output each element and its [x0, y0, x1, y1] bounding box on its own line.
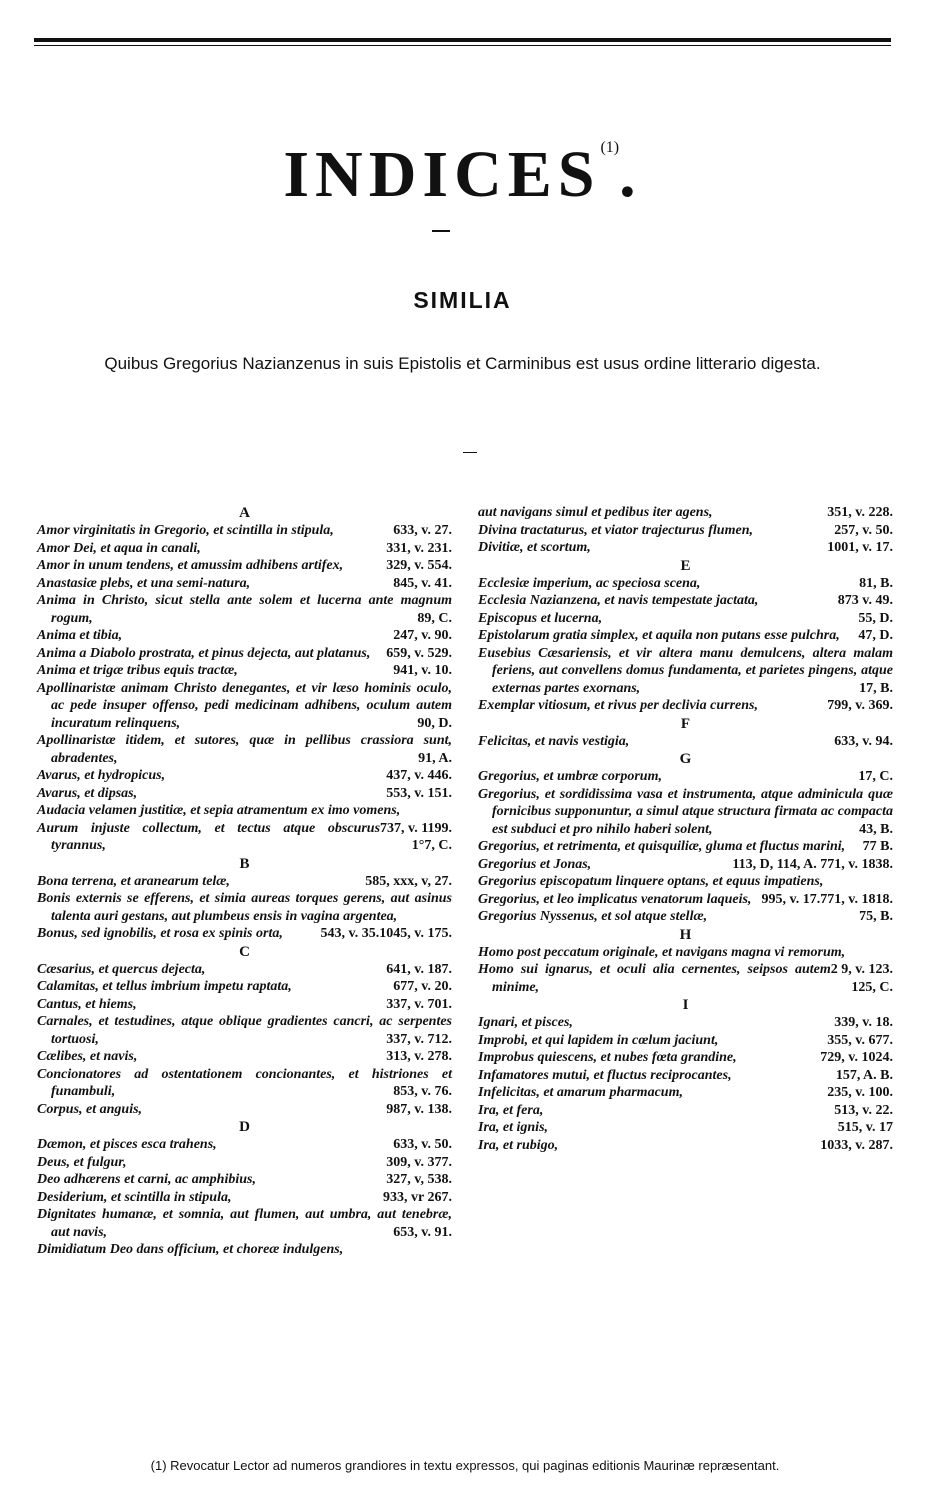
letter-heading: B	[239, 855, 250, 872]
entry-reference: 1033, v. 287.	[820, 1137, 893, 1153]
entry-reference: 995, v. 17.	[761, 891, 821, 907]
entry-text: Ecclesiæ imperium, ac speciosa scena,	[478, 575, 701, 591]
index-entry	[37, 680, 452, 733]
entry-reference: 329, v. 554.	[386, 558, 452, 573]
entry-reference: 853, v. 76.	[393, 1084, 452, 1099]
entry-text: Ecclesia Nazianzena, et navis tempestate jactata,	[478, 593, 759, 608]
entry-text: Divina tractaturus, et viator trajecturus flumen,	[478, 522, 753, 538]
index-entry	[37, 1048, 452, 1066]
index-entry	[478, 733, 893, 751]
entry-text: Carnales, et testudines, atque oblique gradientes cancri, ac serpentes tortuosi,	[37, 1014, 452, 1047]
rule-thick	[34, 38, 891, 42]
entry-reference: 653, v. 91.	[393, 1224, 452, 1240]
entry-text: Amor virginitatis in Gregorio, et scintilla in stipula,	[37, 523, 334, 538]
entry-text: Deo adhærens et carni, ac amphibius,	[37, 1172, 256, 1187]
page-title	[0, 108, 925, 215]
index-entry	[37, 996, 452, 1014]
index-entry	[478, 575, 893, 593]
entry-reference: 585, xxx, v, 27.	[365, 873, 452, 889]
index-entry	[478, 838, 893, 856]
index-entry	[37, 802, 452, 836]
footnote: (1) Revocatur Lector ad numeros grandiores in textu expressos, qui paginas editionis Maurinæ repræsentant.	[150, 1458, 780, 1473]
letter-heading: G	[679, 751, 692, 767]
index-column-left	[37, 504, 452, 1259]
entry-reference: 47, D.	[858, 628, 893, 643]
index-column-right	[478, 504, 893, 1154]
entry-text: Cantus, et hiems,	[37, 996, 137, 1012]
entry-reference: 337, v. 701.	[386, 996, 452, 1012]
entry-reference: 355, v. 677.	[827, 1032, 893, 1048]
index-entry	[478, 944, 893, 977]
entry-text: Anima et tibia,	[37, 628, 123, 643]
entry-text: Aurum injuste collectum, et tectus atque obscurus tyrannus,	[37, 820, 381, 853]
entry-reference: 91, A.	[418, 750, 452, 766]
entry-text: Deus, et fulgur,	[37, 1154, 127, 1170]
entry-reference: 43, B.	[859, 821, 893, 837]
entry-reference: 55, D.	[858, 610, 893, 626]
entry-text: Anima et trigæ tribus equis tractæ,	[37, 663, 238, 678]
entry-text: Infamatores mutui, et fluctus reciprocantes,	[478, 1067, 732, 1083]
letter-heading: H	[679, 926, 692, 943]
index-entry	[37, 1136, 452, 1154]
entry-reference: 75, B.	[859, 909, 893, 924]
entry-reference: 987, v. 138.	[386, 1101, 452, 1117]
entry-text: Dignitates humanæ, et somnia, aut flumen, aut umbra, aut tenebræ, aut navis,	[37, 1207, 452, 1240]
entry-reference: 339, v. 18.	[834, 1015, 893, 1030]
entry-text: Improbi, et qui lapidem in cœlum jaciunt,	[478, 1032, 719, 1048]
entry-reference: 157, A. B.	[835, 1067, 893, 1083]
entry-reference: 515, v. 17	[837, 1120, 893, 1135]
index-entry	[478, 504, 893, 522]
entry-text: Ignari, et pisces,	[478, 1015, 573, 1030]
entry-reference: 437, v. 446.	[386, 768, 452, 783]
index-entry	[478, 786, 893, 839]
index-entry	[37, 785, 452, 803]
entry-text: Improbus quiescens, et nubes fœta grandine,	[478, 1050, 737, 1065]
entry-text: Felicitas, et navis vestigia,	[478, 733, 630, 749]
entry-text: Gregorius, et leo implicatus venatorum laqueis,	[478, 891, 752, 907]
letter-heading: E	[680, 557, 691, 574]
index-entry	[37, 1189, 452, 1207]
entry-reference: 799, v. 369.	[827, 698, 893, 713]
index-entry	[37, 820, 452, 855]
entry-text: Anima in Christo, sicut stella ante solem et lucerna ante magnum rogum,	[37, 593, 452, 626]
entry-text: Cælibes, et navis,	[37, 1049, 138, 1064]
index-entry	[37, 1101, 452, 1119]
entry-text: Exemplar vitiosum, et rivus per declivia currens,	[478, 698, 758, 713]
index-entry	[37, 575, 452, 593]
letter-heading: I	[682, 997, 689, 1013]
entry-text: aut navigans simul et pedibus iter agens,	[478, 505, 713, 520]
index-entry	[37, 540, 452, 558]
index-entry	[37, 627, 452, 645]
rule-thin	[34, 45, 891, 46]
entry-text: Corpus, et anguis,	[37, 1101, 143, 1117]
entry-reference: 77 B.	[862, 839, 893, 854]
entry-text: Bona terrena, et aranearum telæ,	[37, 873, 230, 889]
entry-reference: 309, v. 377.	[386, 1154, 452, 1170]
entry-reference: 1045, v. 175.	[379, 926, 452, 941]
index-entry	[478, 1032, 893, 1050]
section-description: Quibus Gregorius Nazianzenus in suis Epistolis et Carminibus est usus ordine litterario digesta.	[104, 354, 821, 373]
index-entry	[37, 1154, 452, 1172]
entry-reference: 351, v. 228.	[827, 505, 893, 520]
entry-reference: 257, v. 50.	[834, 522, 893, 538]
entry-text: Dimidiatum Deo dans officium, et choreæ indulgens,	[37, 1242, 344, 1257]
index-entry	[37, 1013, 452, 1048]
index-entry	[478, 908, 893, 926]
index-entry	[478, 891, 893, 909]
entry-reference: 17, B.	[859, 680, 893, 696]
entry-reference: 81, B.	[859, 575, 893, 591]
index-entry	[37, 645, 452, 663]
letter-heading: C	[239, 943, 250, 960]
entry-text: Amor Dei, et aqua in canali,	[37, 540, 201, 556]
index-entry	[478, 610, 893, 628]
entry-text: Concionatores ad ostentationem concionantes, et histriones et funambuli,	[37, 1066, 452, 1099]
entry-text: Bonus, sed ignobilis, et rosa ex spinis orta,	[37, 926, 283, 941]
title-footnote-mark: (1)	[600, 139, 620, 156]
index-entry	[478, 627, 893, 645]
index-entry	[478, 1119, 893, 1137]
entry-reference: 633, v. 50.	[393, 1137, 452, 1152]
index-entry	[37, 1206, 452, 1241]
entry-text: Gregorius, et sordidissima vasa et instrumenta, atque adminicula quæ fornicibus supponuntur, a simul atque structura firmata ac compacta est subduci et pro nihilo haberi solent,	[478, 786, 893, 837]
index-entry	[37, 873, 452, 891]
index-entry	[37, 592, 452, 627]
entry-text: Gregorius, et umbræ corporum,	[478, 769, 662, 784]
entry-text: Infelicitas, et amarum pharmacum,	[478, 1085, 683, 1100]
index-entry	[478, 522, 893, 540]
letter-heading: F	[680, 715, 691, 732]
entry-reference: 313, v. 278.	[386, 1049, 452, 1064]
entry-text: Ira, et ignis,	[478, 1120, 549, 1135]
index-entry	[478, 1014, 893, 1032]
top-double-rule	[34, 0, 891, 46]
title-text: INDICES	[283, 138, 601, 211]
entry-text: Desiderium, et scintilla in stipula,	[37, 1189, 232, 1205]
entry-reference: 659, v. 529.	[386, 645, 452, 661]
entry-text: Calamitas, et tellus imbrium impetu raptata,	[37, 979, 292, 994]
entry-reference: 17, C.	[858, 769, 893, 784]
index-entry	[37, 732, 452, 767]
entry-reference: 941, v. 10.	[393, 663, 452, 678]
entry-text: Homo post peccatum originale, et navigans magna vi remorum,	[478, 944, 846, 960]
entry-reference: 1°7, C.	[411, 838, 452, 853]
index-entry	[478, 1102, 893, 1120]
entry-text: Amor in unum tendens, et amussim adhibens artifex,	[37, 558, 344, 573]
index-entry	[478, 1067, 893, 1085]
index-entry	[478, 1084, 893, 1102]
entry-reference: 641, v. 187.	[386, 961, 452, 977]
entry-text: Anastasiæ plebs, et una semi-natura,	[37, 575, 251, 591]
entry-text: Ira, et fera,	[478, 1102, 544, 1118]
entry-text: Ira, et rubigo,	[478, 1137, 559, 1153]
entry-reference: 873 v. 49.	[837, 593, 893, 608]
entry-reference: 90, D.	[417, 715, 452, 731]
index-entry	[478, 697, 893, 715]
entry-text: Gregorius Nyssenus, et sol atque stellæ,	[478, 909, 708, 924]
entry-text: Avarus, et dipsas,	[37, 785, 138, 801]
entry-reference: 125, C.	[851, 979, 893, 995]
entry-text: Dæmon, et pisces esca trahens,	[37, 1137, 217, 1152]
entry-text: Eusebius Cæsariensis, et vir altera manu demulcens, altera malam feriens, aut convellens domus fundamenta, et parietes pingens, atque externas partes exornans,	[478, 645, 893, 696]
index-entry	[478, 961, 893, 996]
entry-reference: 845, v. 41.	[393, 575, 452, 591]
entry-reference: 247, v. 90.	[393, 628, 452, 643]
entry-text: Avarus, et hydropicus,	[37, 768, 166, 783]
index-entry	[37, 961, 452, 979]
entry-text: Epistolarum gratia simplex, et aquila non putans esse pulchra,	[478, 628, 840, 643]
entry-reference: 771, v. 1818.	[820, 891, 893, 907]
entry-text: Gregorius, et retrimenta, et quisquiliæ, gluma et fluctus marini,	[478, 839, 846, 854]
entry-text: Apollinaristæ animam Christo denegantes, et vir læso hominis oculo, ac pede insuper offenso, pedi medicinam adhibens, oculum autem incuratum relinquens,	[37, 680, 452, 731]
index-entry	[37, 662, 452, 680]
entry-reference: 553, v. 151.	[386, 785, 452, 801]
entry-reference: 1001, v. 17.	[827, 540, 893, 555]
index-entry	[478, 768, 893, 786]
index-entry	[37, 925, 452, 943]
index-entry	[37, 978, 452, 996]
index-entry	[37, 557, 452, 575]
entry-reference: 2 9, v. 123.	[830, 962, 893, 977]
entry-reference: 235, v. 100.	[827, 1085, 893, 1100]
entry-text: Gregorius et Jonas,	[478, 856, 592, 872]
separator-dash	[432, 230, 450, 232]
entry-text: Apollinaristæ itidem, et sutores, quæ in pellibus crassiora sunt, abradentes,	[37, 733, 452, 766]
entry-reference: 737, v. 1199.	[380, 820, 452, 836]
entry-reference: 933, vr 267.	[383, 1189, 452, 1205]
entry-text: Anima a Diabolo prostrata, et pinus dejecta, aut platanus,	[37, 645, 371, 661]
entry-reference: 327, v, 538.	[386, 1172, 452, 1187]
entry-reference: 113, D, 114, A. 771, v. 1838.	[732, 856, 893, 872]
index-entry	[478, 856, 893, 874]
index-entry	[478, 1049, 893, 1067]
index-entry	[37, 522, 452, 540]
entry-text: Divitiæ, et scortum,	[478, 540, 591, 555]
index-entry	[37, 1171, 452, 1189]
separator-dash-small	[463, 452, 477, 453]
entry-reference: 729, v. 1024.	[820, 1050, 893, 1065]
index-entry	[478, 592, 893, 610]
title-period: .	[619, 138, 642, 211]
entry-text: Bonis externis se efferens, et simia aureas torques gerens, aut asinus talenta auri gestans, aut plumbeus ensis in vagina argentea,	[37, 891, 452, 924]
index-entry	[37, 1066, 452, 1101]
entry-text: Audacia velamen justitiæ, et sepia atramentum ex imo vomens,	[37, 803, 401, 818]
letter-heading: A	[239, 505, 250, 521]
entry-reference: 633, v. 94.	[834, 733, 893, 749]
index-entry	[478, 539, 893, 557]
letter-heading: D	[239, 1119, 250, 1135]
entry-text: Cæsarius, et quercus dejecta,	[37, 961, 206, 977]
entry-text: Gregorius episcopatum linquere optans, et equus impatiens,	[478, 874, 824, 889]
index-entry	[478, 1137, 893, 1155]
entry-reference: 89, C.	[417, 610, 452, 626]
entry-text: Episcopus et lucerna,	[478, 610, 603, 626]
entry-reference: 331, v. 231.	[386, 540, 452, 556]
section-title: SIMILIA	[413, 287, 512, 313]
entry-reference: 513, v. 22.	[834, 1102, 893, 1118]
entry-text: Homo sui ignarus, et oculi alia cernentes, seipsos autem minime,	[478, 962, 831, 995]
index-entry	[478, 645, 893, 698]
entry-reference: 543, v. 35.	[320, 926, 380, 941]
entry-reference: 677, v. 20.	[393, 979, 452, 994]
entry-reference: 337, v. 712.	[386, 1031, 452, 1047]
index-entry	[37, 1241, 452, 1259]
index-entry	[37, 767, 452, 785]
entry-reference: 633, v. 27.	[393, 523, 452, 538]
